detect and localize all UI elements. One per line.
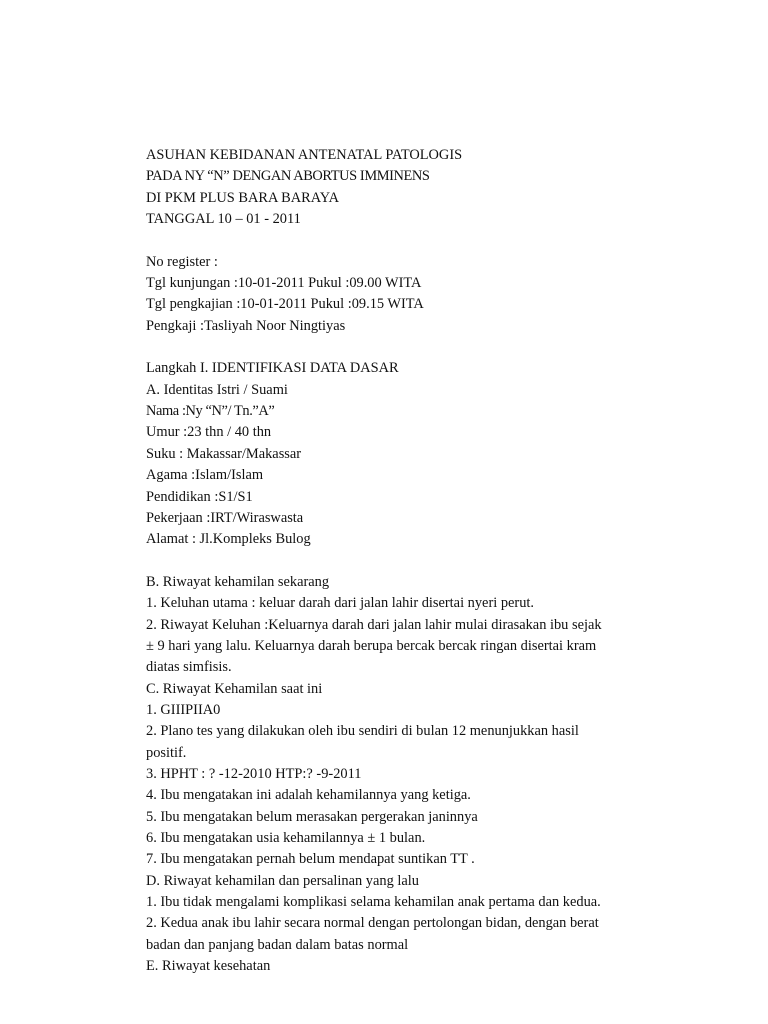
- doc-title-line-3: DI PKM PLUS BARA BARAYA: [146, 189, 339, 206]
- section-d-line: 2. Kedua anak ibu lahir secara normal dengan pertolongan bidan, dengan berat: [146, 915, 599, 932]
- field-pendidikan: Pendidikan :S1/S1: [146, 488, 253, 505]
- section-c-line: 3. HPHT : ? -12-2010 HTP:? -9-2011: [146, 765, 362, 782]
- spacer: [146, 551, 746, 572]
- section-e-heading: E. Riwayat kesehatan: [146, 958, 271, 975]
- section-c-line: 5. Ibu mengatakan belum merasakan pergerakan janinnya: [146, 808, 478, 825]
- section-c-line: 1. GIIIPIIA0: [146, 701, 221, 718]
- section-a-heading: A. Identitas Istri / Suami: [146, 381, 288, 398]
- section-b-line: diatas simfisis.: [146, 659, 232, 676]
- tgl-pengkajian: Tgl pengkajian :10-01-2011 Pukul :09.15 WITA: [146, 296, 424, 313]
- field-alamat: Alamat : Jl.Kompleks Bulog: [146, 531, 311, 548]
- field-agama: Agama :Islam/Islam: [146, 467, 264, 484]
- spacer: [146, 337, 746, 358]
- section-b-line: 1. Keluhan utama : keluar darah dari jalan lahir disertai nyeri perut.: [146, 595, 534, 612]
- section-c-heading: C. Riwayat Kehamilan saat ini: [146, 680, 323, 697]
- section-c-line: 7. Ibu mengatakan pernah belum mendapat suntikan TT .: [146, 851, 475, 868]
- doc-title-line-1: ASUHAN KEBIDANAN ANTENATAL PATOLOGIS: [146, 147, 463, 163]
- spacer: [146, 230, 746, 251]
- no-register: No register :: [146, 253, 218, 270]
- section-b-line: ± 9 hari yang lalu. Keluarnya darah berupa bercak bercak ringan disertai kram: [146, 637, 597, 654]
- doc-title-line-2: PADA NY “N” DENGAN ABORTUS IMMINENS: [146, 168, 430, 185]
- section-c-line: 6. Ibu mengatakan usia kehamilannya ± 1 bulan.: [146, 830, 426, 846]
- pengkaji: Pengkaji :Tasliyah Noor Ningtiyas: [146, 317, 346, 334]
- tgl-kunjungan: Tgl kunjungan :10-01-2011 Pukul :09.00 WITA: [146, 275, 422, 292]
- section-b-heading: B. Riwayat kehamilan sekarang: [146, 573, 330, 590]
- field-nama: Nama :Ny “N”/ Tn.”A”: [146, 403, 275, 420]
- section-b-line: 2. Riwayat Keluhan :Keluarnya darah dari jalan lahir mulai dirasakan ibu sejak: [146, 616, 602, 633]
- section-d-line: badan dan panjang badan dalam batas normal: [146, 936, 409, 953]
- section-c-line: 2. Plano tes yang dilakukan oleh ibu sendiri di bulan 12 menunjukkan hasil: [146, 723, 579, 740]
- langkah-1-heading: Langkah I. IDENTIFIKASI DATA DASAR: [146, 360, 399, 377]
- field-pekerjaan: Pekerjaan :IRT/Wiraswasta: [146, 509, 304, 526]
- section-d-line: 1. Ibu tidak mengalami komplikasi selama kehamilan anak pertama dan kedua.: [146, 894, 601, 911]
- document-page: [146, 145, 746, 977]
- section-c-line: positif.: [146, 744, 187, 761]
- section-d-heading: D. Riwayat kehamilan dan persalinan yang lalu: [146, 872, 419, 889]
- section-c-line: 4. Ibu mengatakan ini adalah kehamilannya yang ketiga.: [146, 787, 471, 804]
- doc-title-line-4: TANGGAL 10 – 01 - 2011: [146, 211, 301, 228]
- field-suku: Suku : Makassar/Makassar: [146, 445, 302, 462]
- field-umur: Umur :23 thn / 40 thn: [146, 424, 272, 441]
